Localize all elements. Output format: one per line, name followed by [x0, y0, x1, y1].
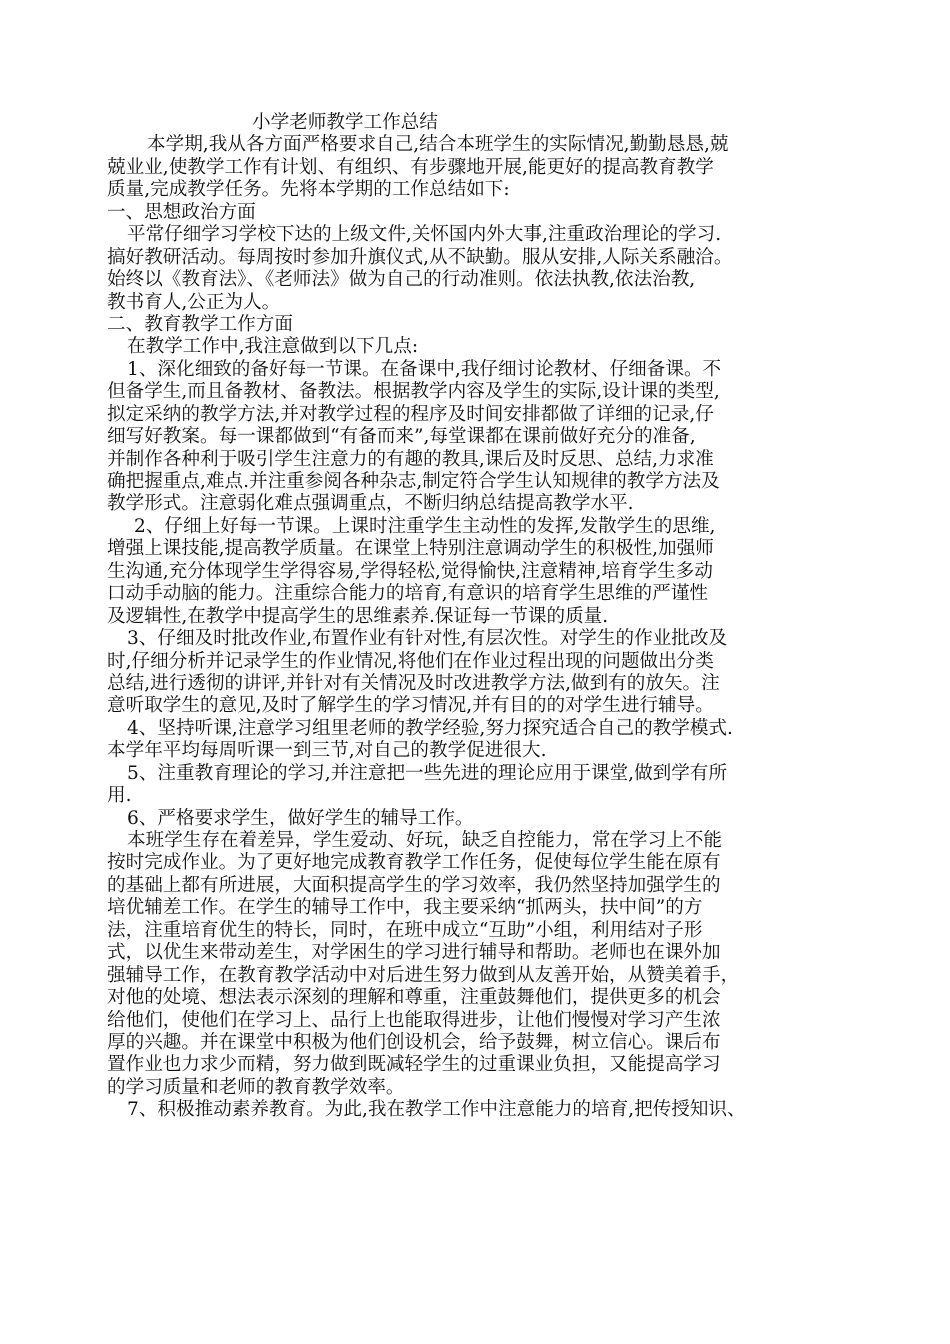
paragraph-line: 本学年平均每周听课一到三节,对自己的教学促进很大. [107, 740, 547, 762]
paragraph-line: 拟定采纳的教学方法,并对教学过程的程序及时间安排都做了详细的记录,仔 [107, 403, 714, 425]
paragraph-line: 在教学工作中,我注意做到以下几点: [127, 336, 419, 358]
section-heading: 一、思想政治方面 [107, 201, 256, 223]
paragraph-line: 置作业也力求少而精，努力做到既减轻学生的过重课业负担，又能提高学习 [107, 1054, 721, 1076]
paragraph-line: 按时完成作业。为了更好地完成教育教学工作任务，促使每位学生能在原有 [107, 852, 721, 874]
paragraph-line: 厚的兴趣。并在课堂中积极为他们创设机会，给予鼓舞，树立信心。课后布 [107, 1031, 721, 1053]
list-item-line: 3、仔细及时批改作业,布置作业有针对性,有层次性。对学生的作业批改及 [127, 628, 728, 650]
paragraph-line: 质量,完成教学任务。先将本学期的工作总结如下: [107, 179, 510, 201]
paragraph-line: 始终以《教育法》、《老师法》做为自己的行动准则。依法执教,依法治教, [107, 269, 696, 291]
document-page [107, 112, 857, 1122]
document-title: 小学老师教学工作总结 [252, 112, 438, 133]
list-item-line: 6、严格要求学生，做好学生的辅导工作。 [127, 807, 474, 829]
paragraph-line: 对他的处境、想法表示深刻的理解和尊重，注重鼓舞他们，提供更多的机会 [107, 987, 721, 1009]
paragraph-line: 强辅导工作，在教育教学活动中对后进生努力做到从友善开始，从赞美着手， [107, 964, 740, 986]
paragraph-line: 口动手动脑的能力。注重综合能力的培育,有意识的培育学生思维的严谨性 [107, 583, 708, 605]
list-item-line: 4、坚持听课,注意学习组里老师的教学经验,努力探究适合自己的教学模式. [127, 717, 733, 739]
paragraph-line: 但备学生,而且备教材、备教法。根据教学内容及学生的实际,设计课的类型, [107, 381, 720, 403]
paragraph-line: 教学形式。注意弱化难点强调重点，不断归纳总结提高教学水平. [107, 493, 634, 515]
paragraph-line: 生沟通,充分体现学生学得容易,学得轻松,觉得愉快,注意精神,培育学生多动 [107, 560, 713, 582]
paragraph-line: 的基础上都有所进展，大面积提高学生的学习效率，我仍然坚持加强学生的 [107, 874, 721, 896]
paragraph-line: 并制作各种利于吸引学生注意力的有趣的教具,课后及时反思、总结,力求准 [107, 448, 714, 470]
paragraph-line: 时,仔细分析并记录学生的作业情况,将他们在作业过程出现的问题做出分类 [107, 650, 714, 672]
paragraph-line: 的学习质量和老师的教育教学效率。 [107, 1076, 405, 1098]
paragraph-line: 用. [107, 785, 132, 807]
paragraph-line: 兢业业,使教学工作有计划、有组织、有步骤地开展,能更好的提高教育教学 [107, 156, 714, 178]
paragraph-line: 培优辅差工作。在学生的辅导工作中，我主要采纳“抓两头，扶中间”的方 [107, 897, 703, 919]
paragraph-line: 搞好教研活动。每周按时参加升旗仪式,从不缺勤。服从安排,人际关系融洽。 [107, 246, 733, 268]
list-item-line: 2、仔细上好每一节课。上课时注重学生主动性的发挥,发散学生的思维, [134, 515, 716, 537]
paragraph-line: 总结,进行透彻的讲评,并针对有关情况及时改进教学方法,做到有的放矢。注 [107, 672, 720, 694]
section-heading: 二、教育教学工作方面 [107, 313, 293, 335]
paragraph-line: 本学期,我从各方面严格要求自己,结合本班学生的实际情况,勤勤恳恳,兢 [147, 134, 729, 156]
paragraph-line: 教书育人,公正为人。 [107, 291, 281, 313]
paragraph-line: 细写好教案。每一课都做到“有备而来”,每堂课都在课前做好充分的准备, [107, 426, 696, 448]
list-item-line: 7、积极推动素养教育。为此,我在教学工作中注意能力的培育,把传授知识、 [127, 1099, 746, 1121]
paragraph-line: 平常仔细学习学校下达的上级文件,关怀国内外大事,注重政治理论的学习. [127, 224, 722, 246]
paragraph-line: 法，注重培育优生的特长，同时，在班中成立“互助”小组，利用结对子形 [107, 919, 703, 941]
paragraph-line: 及逻辑性,在教学中提高学生的思维素养.保证每一节课的质量. [107, 605, 609, 627]
paragraph-line: 本班学生存在着差异，学生爱动、好玩，缺乏自控能力，常在学习上不能 [127, 830, 723, 851]
paragraph-line: 式，以优生来带动差生，对学困生的学习进行辅导和帮助。老师也在课外加 [107, 942, 721, 964]
list-item-line: 1、深化细致的备好每一节课。在备课中,我仔细讨论教材、仔细备课。不 [127, 358, 722, 380]
list-item-line: 5、注重教育理论的学习,并注意把一些先进的理论应用于课堂,做到学有所 [127, 762, 728, 784]
paragraph-line: 确把握重点,难点.并注重参阅各种杂志,制定符合学生认知规律的教学方法及 [107, 471, 720, 492]
paragraph-line: 意听取学生的意见,及时了解学生的学习情况,并有目的的对学生进行辅导。 [107, 695, 714, 717]
paragraph-line: 给他们，使他们在学习上、品行上也能取得进步，让他们慢慢对学习产生浓 [107, 1009, 721, 1031]
paragraph-line: 增强上课技能,提高教学质量。在课堂上特别注意调动学生的积极性,加强师 [107, 538, 714, 560]
